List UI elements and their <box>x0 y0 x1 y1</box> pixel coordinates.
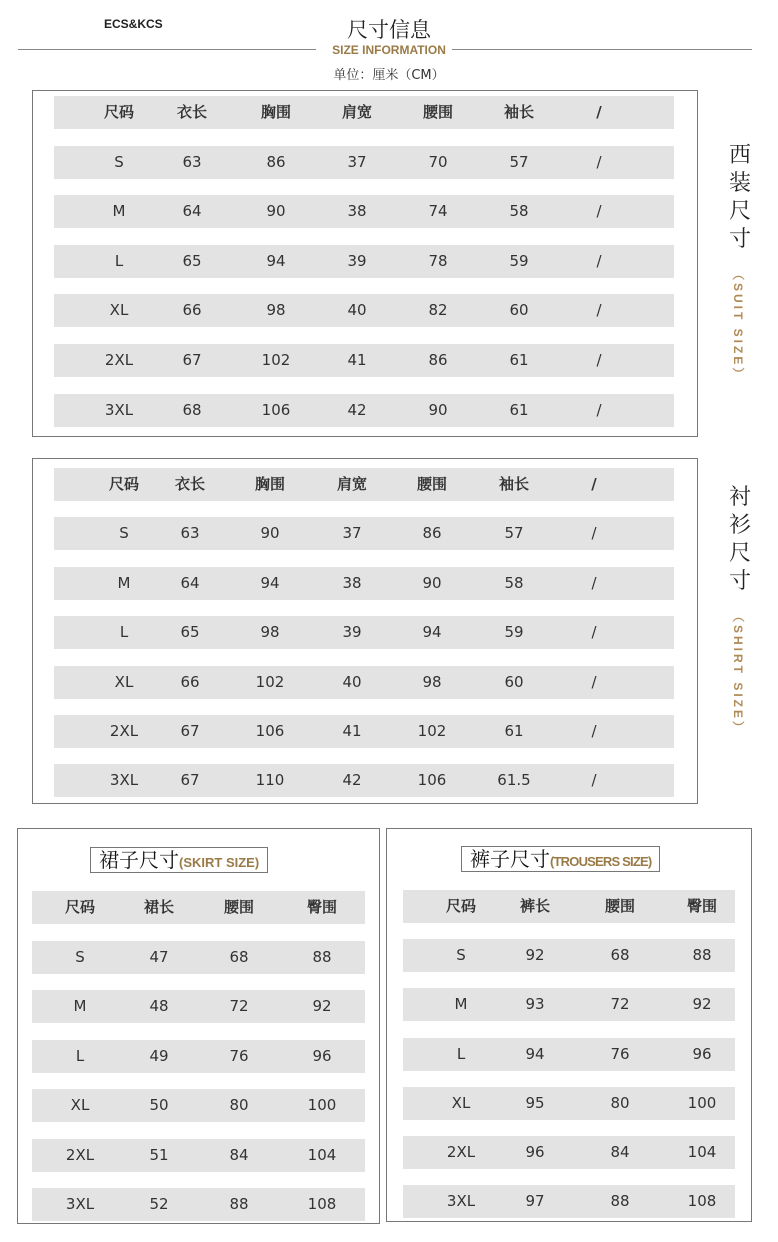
table-cell: / <box>591 672 597 691</box>
table-row <box>54 195 674 228</box>
table-row <box>32 990 365 1023</box>
table-cell: 96 <box>692 1044 712 1063</box>
table-cell: 60 <box>504 672 524 691</box>
table-cell: 108 <box>687 1192 717 1211</box>
table-row <box>54 715 674 748</box>
table-cell: 41 <box>342 722 362 740</box>
table-row <box>54 517 674 550</box>
table-row <box>403 1038 735 1071</box>
table-cell: 88 <box>312 947 332 966</box>
table-row <box>54 146 674 179</box>
table-cell: 2XL <box>109 722 139 740</box>
table-cell: / <box>596 152 602 171</box>
table-row <box>54 294 674 327</box>
table-row <box>54 616 674 649</box>
column-header: 裙长 <box>143 898 174 916</box>
suit-side-char: 装 <box>728 171 751 196</box>
table-cell: 64 <box>182 202 202 221</box>
column-header: 衣长 <box>176 103 207 121</box>
table-cell: 90 <box>266 202 286 221</box>
shirt-side-char: 衫 <box>728 513 751 538</box>
table-cell: 110 <box>255 771 285 790</box>
table-cell: 104 <box>687 1143 717 1161</box>
table-cell: 61 <box>509 351 529 369</box>
table-cell: 80 <box>229 1096 249 1114</box>
table-row <box>403 988 735 1021</box>
table-cell: 38 <box>347 202 367 221</box>
table-row <box>32 1139 365 1172</box>
table-cell: 63 <box>180 524 200 543</box>
page-title: 尺寸信息 <box>347 18 431 42</box>
table-cell: 40 <box>342 672 362 691</box>
table-cell: 88 <box>692 946 712 965</box>
table-cell: 61 <box>509 400 529 419</box>
table-row <box>54 764 674 797</box>
shirt-side-char: 寸 <box>728 569 751 594</box>
table-cell: 90 <box>422 573 442 592</box>
table-cell: 108 <box>307 1195 337 1213</box>
suit-size-panel <box>32 90 698 437</box>
column-header: 尺码 <box>64 898 95 916</box>
table-cell: 51 <box>149 1145 169 1164</box>
table-cell: XL <box>114 672 134 691</box>
table-cell: 65 <box>180 623 200 642</box>
column-header: 胸围 <box>260 103 291 121</box>
shirt-header-row <box>54 468 674 501</box>
table-cell: 2XL <box>104 351 134 369</box>
table-row <box>403 1136 735 1169</box>
trousers-header-row <box>403 890 735 923</box>
table-cell: / <box>596 301 602 320</box>
column-header: 尺码 <box>445 897 476 915</box>
table-row <box>54 666 674 699</box>
table-cell: 42 <box>347 400 367 419</box>
table-cell: 66 <box>180 672 200 691</box>
table-cell: 59 <box>509 251 529 270</box>
table-cell: XL <box>109 301 129 320</box>
table-cell: 2XL <box>446 1143 476 1161</box>
table-cell: 66 <box>182 301 202 320</box>
table-cell: 95 <box>525 1093 545 1112</box>
table-cell: 58 <box>504 573 524 592</box>
table-cell: 58 <box>509 202 529 221</box>
table-cell: 100 <box>307 1096 337 1114</box>
table-cell: 102 <box>261 351 291 369</box>
table-cell: 92 <box>525 946 545 965</box>
table-cell: 59 <box>504 623 524 642</box>
suit-side-char: 寸 <box>728 227 751 252</box>
table-cell: 80 <box>610 1093 630 1112</box>
table-cell: 68 <box>182 400 202 419</box>
table-cell: 3XL <box>104 400 134 419</box>
table-cell: M <box>73 997 87 1015</box>
table-cell: 90 <box>428 400 448 419</box>
table-cell: 60 <box>509 301 529 320</box>
column-header: 臀围 <box>306 898 337 916</box>
shirt-side-subtitle: （SHIRT SIZE） <box>731 610 745 737</box>
table-cell: 94 <box>266 251 286 270</box>
table-cell: 3XL <box>109 771 139 790</box>
table-cell: M <box>112 202 126 221</box>
table-cell: L <box>456 1044 466 1063</box>
table-cell: 37 <box>342 524 362 543</box>
column-header: / <box>596 103 602 121</box>
column-header: 袖长 <box>503 103 534 121</box>
table-cell: 49 <box>149 1046 169 1065</box>
column-header: 袖长 <box>498 475 529 493</box>
column-header: 尺码 <box>103 103 134 121</box>
table-cell: 97 <box>525 1192 545 1211</box>
table-cell: 63 <box>182 152 202 171</box>
table-cell: 2XL <box>65 1145 95 1164</box>
table-cell: 98 <box>422 672 442 691</box>
table-cell: / <box>591 573 597 592</box>
table-cell: / <box>591 623 597 642</box>
column-header: 尺码 <box>108 475 139 493</box>
skirt-title-box <box>90 847 268 873</box>
table-row <box>32 1188 365 1221</box>
trousers-title: 裤子尺寸 <box>470 847 550 871</box>
table-cell: 96 <box>312 1046 332 1065</box>
table-cell: 98 <box>260 623 280 642</box>
table-cell: 72 <box>610 995 630 1014</box>
table-cell: L <box>114 251 124 270</box>
table-cell: S <box>119 524 129 543</box>
table-cell: 72 <box>229 997 249 1015</box>
suit-side-char: 西 <box>728 143 751 168</box>
column-header: 腰围 <box>422 103 453 121</box>
table-row <box>403 1087 735 1120</box>
suit-side-char: 尺 <box>728 199 751 224</box>
table-cell: 102 <box>255 672 285 691</box>
table-row <box>54 245 674 278</box>
table-cell: 92 <box>692 995 712 1014</box>
table-cell: 98 <box>266 301 286 320</box>
table-cell: 42 <box>342 771 362 790</box>
suit-side-label <box>726 142 754 382</box>
table-cell: L <box>75 1046 85 1065</box>
column-header: 肩宽 <box>341 103 372 121</box>
table-cell: / <box>591 722 597 740</box>
table-cell: 38 <box>342 573 362 592</box>
table-cell: M <box>454 995 468 1014</box>
table-cell: 88 <box>229 1195 249 1213</box>
table-cell: 94 <box>422 623 442 642</box>
trousers-size-panel <box>386 828 752 1222</box>
suit-header-row <box>54 96 674 129</box>
column-header: 裤长 <box>519 897 550 915</box>
table-cell: 106 <box>417 771 447 790</box>
table-cell: 70 <box>428 152 448 171</box>
table-cell: 39 <box>347 251 367 270</box>
table-cell: 76 <box>229 1046 249 1065</box>
table-cell: 106 <box>261 400 291 419</box>
suit-side-subtitle: （SUIT SIZE） <box>731 268 745 383</box>
table-cell: 57 <box>509 152 529 171</box>
table-cell: 102 <box>417 722 447 740</box>
table-cell: 61.5 <box>497 771 531 790</box>
table-cell: 90 <box>260 524 280 543</box>
trousers-title-box <box>461 846 660 872</box>
table-cell: 82 <box>428 301 448 320</box>
table-cell: 52 <box>149 1195 169 1213</box>
table-cell: / <box>591 771 597 790</box>
table-cell: 94 <box>525 1044 545 1063</box>
trousers-title-en: (TROUSERS SIZE) <box>550 854 652 869</box>
table-cell: S <box>456 946 466 965</box>
table-cell: 57 <box>504 524 524 543</box>
table-row <box>54 394 674 427</box>
table-cell: 39 <box>342 623 362 642</box>
skirt-header-row <box>32 891 365 924</box>
shirt-side-char: 衬 <box>728 485 751 510</box>
table-cell: XL <box>70 1096 90 1114</box>
unit-label: 单位：厘米（CM） <box>333 68 445 83</box>
table-row <box>54 567 674 600</box>
table-cell: 67 <box>180 771 200 790</box>
table-cell: 104 <box>307 1145 337 1164</box>
table-row <box>403 1185 735 1218</box>
table-row <box>403 939 735 972</box>
table-cell: 64 <box>180 573 200 592</box>
table-cell: L <box>119 623 129 642</box>
skirt-title: 裙子尺寸 <box>99 848 179 872</box>
table-cell: 84 <box>229 1145 249 1164</box>
table-cell: / <box>596 351 602 369</box>
page-subtitle: SIZE INFORMATION <box>332 43 446 57</box>
table-row <box>32 1089 365 1122</box>
skirt-size-panel <box>17 828 380 1224</box>
table-cell: 86 <box>422 524 442 543</box>
table-cell: 100 <box>687 1093 717 1112</box>
table-cell: S <box>75 947 85 966</box>
table-cell: 47 <box>149 947 169 966</box>
table-cell: M <box>117 573 131 592</box>
column-header: 胸围 <box>254 475 285 493</box>
shirt-size-panel <box>32 458 698 804</box>
table-cell: 65 <box>182 251 202 270</box>
table-cell: 88 <box>610 1192 630 1211</box>
table-row <box>32 1040 365 1073</box>
table-cell: 106 <box>255 722 285 740</box>
skirt-title-en: (SKIRT SIZE) <box>179 855 260 870</box>
table-cell: XL <box>451 1093 471 1112</box>
table-cell: S <box>114 152 124 171</box>
table-cell: 96 <box>525 1143 545 1161</box>
column-header: 腰围 <box>604 897 635 915</box>
table-cell: 50 <box>149 1096 169 1114</box>
table-cell: 68 <box>610 946 630 965</box>
shirt-side-label <box>726 484 754 736</box>
table-cell: 86 <box>266 152 286 171</box>
column-header: 衣长 <box>174 475 205 493</box>
column-header: 肩宽 <box>336 475 367 493</box>
table-cell: 37 <box>347 152 367 171</box>
table-cell: 48 <box>149 997 169 1015</box>
table-cell: 40 <box>347 301 367 320</box>
table-cell: 78 <box>428 251 448 270</box>
table-cell: 61 <box>504 722 524 740</box>
table-cell: 67 <box>182 351 202 369</box>
table-cell: 3XL <box>446 1192 476 1211</box>
shirt-side-char: 尺 <box>728 541 751 566</box>
column-header: / <box>591 475 597 493</box>
table-cell: 68 <box>229 947 249 966</box>
brand-logo-text: ECS&KCS <box>104 17 163 31</box>
table-cell: 94 <box>260 573 280 592</box>
column-header: 臀围 <box>686 897 717 915</box>
table-cell: 3XL <box>65 1195 95 1213</box>
table-cell: 41 <box>347 351 367 369</box>
column-header: 腰围 <box>223 898 254 916</box>
table-cell: 74 <box>428 202 448 221</box>
table-cell: 84 <box>610 1143 630 1161</box>
table-cell: / <box>596 202 602 221</box>
table-cell: 92 <box>312 997 332 1015</box>
table-cell: 76 <box>610 1044 630 1063</box>
table-cell: 93 <box>525 995 545 1014</box>
column-header: 腰围 <box>416 475 447 493</box>
table-cell: 67 <box>180 722 200 740</box>
table-row <box>54 344 674 377</box>
table-cell: / <box>596 251 602 270</box>
table-row <box>32 941 365 974</box>
table-cell: / <box>596 400 602 419</box>
table-cell: / <box>591 524 597 543</box>
table-cell: 86 <box>428 351 448 369</box>
